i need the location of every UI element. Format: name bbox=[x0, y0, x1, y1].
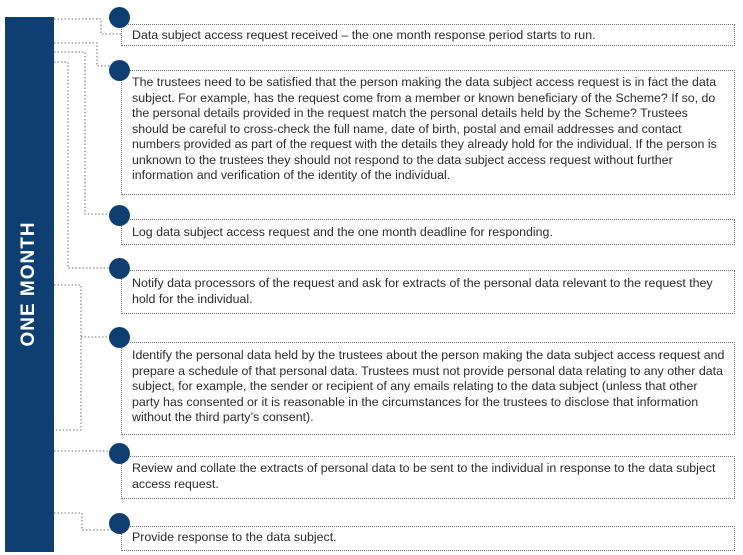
step-7-dot-icon bbox=[109, 513, 130, 534]
step-3-text: Log data subject access request and the one month deadline for responding. bbox=[132, 225, 553, 239]
step-4-box bbox=[121, 270, 735, 314]
step-3-dot-icon bbox=[109, 205, 130, 226]
one-month-label: ONE MONTH bbox=[18, 221, 39, 347]
step-1-box bbox=[121, 24, 735, 46]
step-5-text: Identify the personal data held by the trustees about the person making the data subject access request and prepare a schedule of that personal data. Trustees must not provide personal data relating to any other data subject, for example, the sender or recipient of any emails relating to the data subject (unless that other party has consented or it is reasonable in the circumstances for the trustees to disclose that information without the third party’s consent). bbox=[132, 348, 725, 424]
step-4-text: Notify data processors of the request and ask for extracts of the personal data relevant to the request they hold for the individual. bbox=[132, 276, 713, 306]
connector-step-5 bbox=[54, 285, 121, 430]
step-6-box bbox=[121, 456, 735, 499]
step-7-box bbox=[121, 526, 735, 551]
step-3-box bbox=[121, 219, 735, 245]
step-2-dot-icon bbox=[109, 60, 130, 81]
step-5-box bbox=[121, 342, 735, 435]
step-2-box bbox=[121, 70, 735, 195]
step-2-text: The trustees need to be satisfied that the person making the data subject access request is in fact the data subject. For example, has the request come from a member or known beneficiary of the Scheme? If so, do the personal details provided in the request match the personal details held by the Scheme? Trustees should be careful to cross-check the full name, date of birth, postal and email addresses and contact numbers provided as part of the request with the details they already hold for the individual. If the person is unknown to the trustees they should not respond to the data subject access request without further information and verification of the identity of the individual. bbox=[132, 75, 717, 182]
step-5-dot-icon bbox=[109, 327, 130, 348]
step-1-text: Data subject access request received – the one month response period starts to run. bbox=[132, 28, 596, 42]
step-1-dot-icon bbox=[109, 7, 130, 28]
step-7-text: Provide response to the data subject. bbox=[132, 530, 337, 544]
step-6-text: Review and collate the extracts of personal data to be sent to the individual in response to the data subject access request. bbox=[132, 461, 716, 491]
connector-step-4 bbox=[54, 62, 121, 268]
step-4-dot-icon bbox=[109, 258, 130, 279]
step-6-dot-icon bbox=[109, 443, 130, 464]
